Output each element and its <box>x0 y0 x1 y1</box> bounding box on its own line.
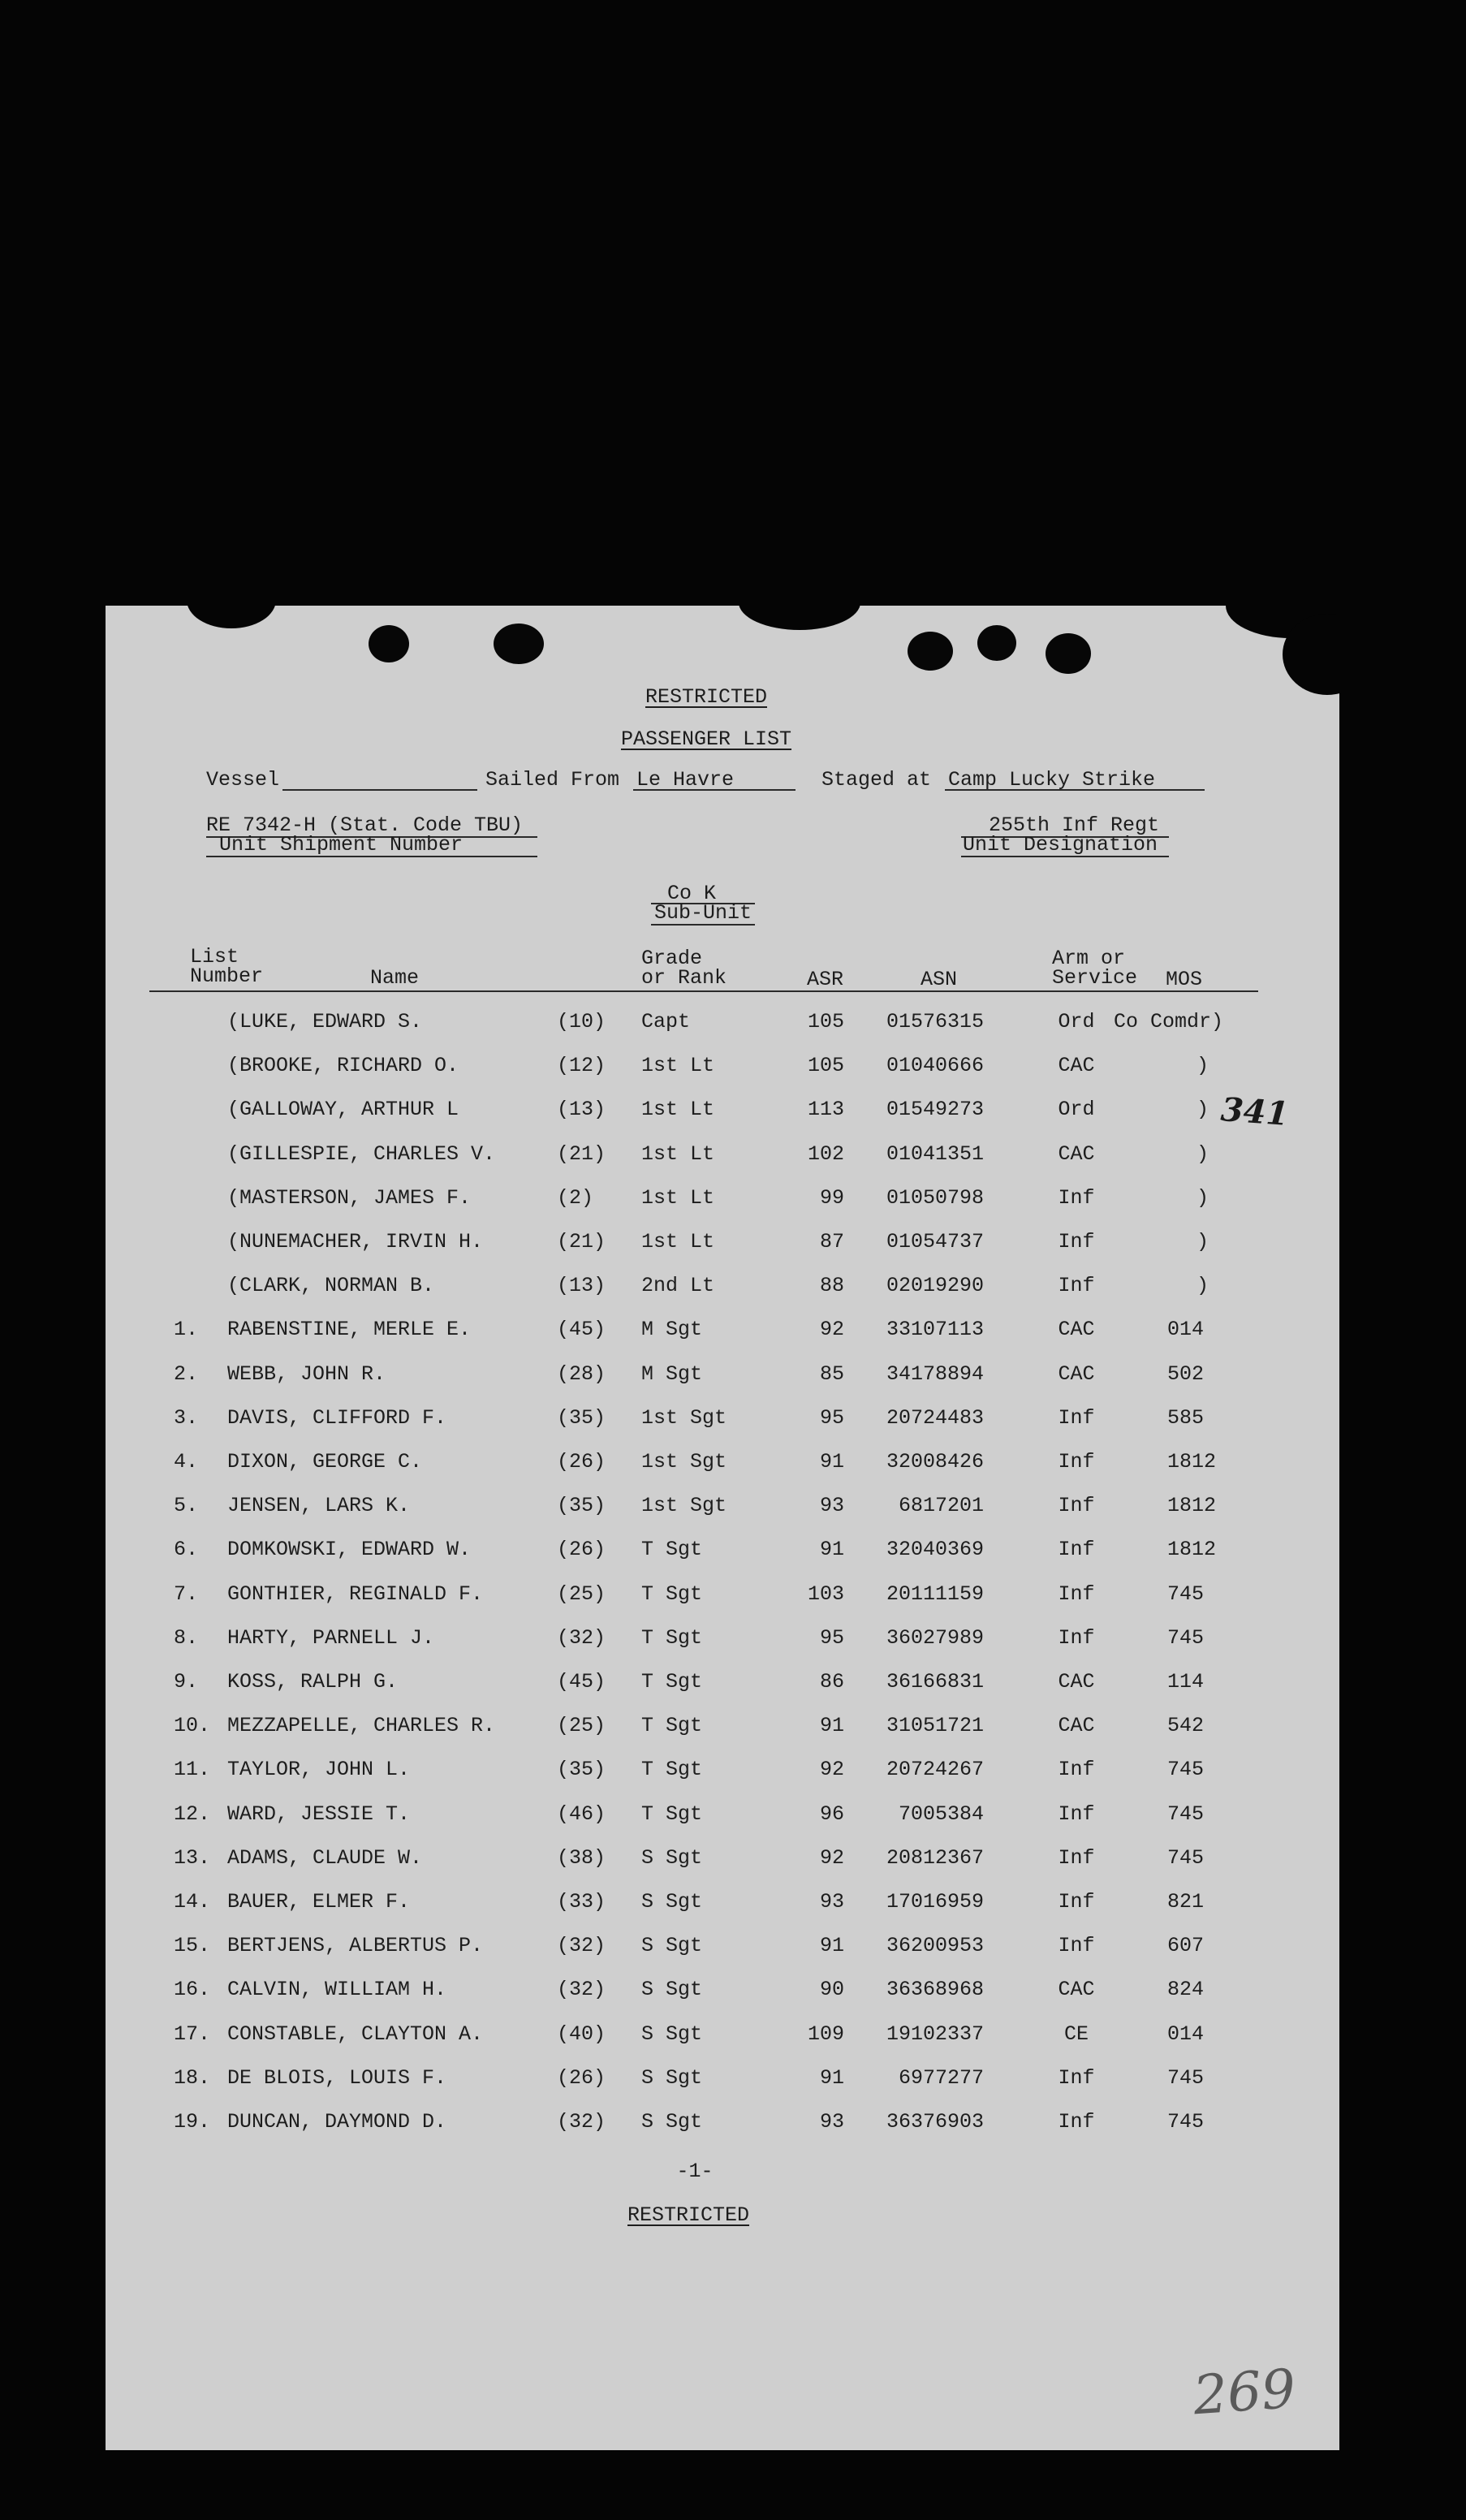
age-cell: (2) <box>557 1185 594 1210</box>
page-number: -1- <box>676 2160 714 2183</box>
grade-cell: T Sgt <box>641 1670 703 1694</box>
arm-service-cell: Inf <box>1058 1405 1095 1430</box>
column-arm-service: Service <box>1052 966 1138 990</box>
name-cell: KOSS, RALPH G. <box>227 1670 399 1694</box>
mos-cell: 114 <box>1167 1670 1205 1694</box>
name-cell: DOMKOWSKI, EDWARD W. <box>227 1538 472 1562</box>
sub-unit-value: Co K <box>666 882 717 905</box>
mos-cell: ) <box>1197 1185 1209 1210</box>
table-row <box>106 1096 1339 1128</box>
asn-cell: 36368968 <box>886 1978 984 2002</box>
grade-cell: 2nd Lt <box>641 1274 715 1298</box>
mos-cell: 745 <box>1167 1845 1205 1870</box>
grade-cell: T Sgt <box>641 1802 703 1826</box>
punch-hole <box>369 625 409 662</box>
arm-service-cell: Inf <box>1058 1538 1095 1562</box>
stamped-number: 341 <box>1219 1090 1291 1133</box>
arm-service-cell: Ord <box>1058 1098 1095 1122</box>
age-cell: (28) <box>557 1361 606 1386</box>
table-row <box>106 2021 1339 2053</box>
asr-cell: 91 <box>819 1450 844 1474</box>
mos-cell: Co Comdr) <box>1114 1010 1224 1033</box>
list-number-cell: 13. <box>174 1845 211 1870</box>
name-cell: WEBB, JOHN R. <box>227 1361 386 1386</box>
grade-cell: T Sgt <box>641 1625 703 1650</box>
torn-edge <box>739 606 860 630</box>
name-cell: TAYLOR, JOHN L. <box>227 1758 411 1782</box>
age-cell: (12) <box>557 1054 606 1078</box>
asn-cell: 6977277 <box>898 2065 984 2090</box>
age-cell: (26) <box>557 1538 606 1562</box>
mos-cell: 1812 <box>1167 1494 1217 1518</box>
list-number-cell: 6. <box>174 1538 199 1562</box>
age-cell: (26) <box>557 2065 606 2090</box>
grade-cell: Capt <box>641 1010 691 1033</box>
asr-cell: 91 <box>819 1538 844 1562</box>
grade-cell: 1st Sgt <box>641 1450 727 1474</box>
mos-cell: 502 <box>1167 1361 1205 1386</box>
vessel-blank <box>282 789 477 791</box>
unit-designation-value: 255th Inf Regt <box>989 813 1160 837</box>
mos-cell: 824 <box>1167 1978 1205 2002</box>
column-mos: MOS <box>1166 968 1203 991</box>
asr-cell: 92 <box>819 1318 844 1342</box>
asr-cell: 109 <box>807 2022 844 2046</box>
age-cell: (32) <box>557 2110 606 2134</box>
name-cell: (BROOKE, RICHARD O. <box>227 1054 459 1078</box>
table-row <box>106 1845 1339 1877</box>
arm-service-cell: Inf <box>1058 1625 1095 1650</box>
arm-service-cell: CAC <box>1058 1318 1095 1342</box>
list-number-cell: 16. <box>174 1978 211 2002</box>
table-row <box>106 1492 1339 1525</box>
sub-unit-caption-rule <box>651 924 755 926</box>
age-cell: (32) <box>557 1625 606 1650</box>
asn-cell: 34178894 <box>886 1361 984 1386</box>
asn-cell: 02019290 <box>886 1274 984 1298</box>
name-cell: (GALLOWAY, ARTHUR L <box>227 1098 459 1122</box>
document-title: PASSENGER LIST <box>620 727 792 751</box>
arm-service-cell: Inf <box>1058 1581 1095 1606</box>
mos-cell: 745 <box>1167 2110 1205 2134</box>
name-cell: BAUER, ELMER F. <box>227 1890 411 1914</box>
arm-service-cell: Inf <box>1058 1845 1095 1870</box>
grade-cell: S Sgt <box>641 2022 703 2046</box>
table-row <box>106 2108 1339 2141</box>
sailed-from-label: Sailed From <box>485 768 620 792</box>
mos-cell: ) <box>1197 1230 1209 1254</box>
column-name: Name <box>370 966 420 990</box>
mos-cell: ) <box>1197 1274 1209 1298</box>
table-row <box>106 1756 1339 1789</box>
list-number-cell: 18. <box>174 2065 211 2090</box>
mos-cell: 1812 <box>1167 1450 1217 1474</box>
arm-service-cell: CE <box>1063 2022 1089 2046</box>
age-cell: (35) <box>557 1758 606 1782</box>
arm-service-cell: Inf <box>1058 1802 1095 1826</box>
column-asr: ASR <box>807 968 844 991</box>
age-cell: (38) <box>557 1845 606 1870</box>
asr-cell: 105 <box>807 1010 844 1033</box>
asr-cell: 95 <box>819 1405 844 1430</box>
list-number-cell: 14. <box>174 1890 211 1914</box>
table-row <box>106 1228 1339 1261</box>
grade-cell: S Sgt <box>641 1934 703 1958</box>
table-row <box>106 1272 1339 1305</box>
asn-cell: 17016959 <box>886 1890 984 1914</box>
grade-cell: 1st Sgt <box>641 1405 727 1430</box>
asr-cell: 99 <box>819 1185 844 1210</box>
column-arm-service: Arm or <box>1052 947 1126 970</box>
age-cell: (35) <box>557 1405 606 1430</box>
asr-cell: 93 <box>819 2110 844 2134</box>
table-row <box>106 1184 1339 1217</box>
staged-at-value: Camp Lucky Strike <box>948 768 1156 792</box>
asn-cell: 36200953 <box>886 1934 984 1958</box>
table-row <box>106 1801 1339 1833</box>
asn-cell: 19102337 <box>886 2022 984 2046</box>
name-cell: (CLARK, NORMAN B. <box>227 1274 435 1298</box>
name-cell: MEZZAPELLE, CHARLES R. <box>227 1714 496 1738</box>
name-cell: JENSEN, LARS K. <box>227 1494 411 1518</box>
asr-cell: 88 <box>819 1274 844 1298</box>
asn-cell: 01050798 <box>886 1185 984 1210</box>
age-cell: (45) <box>557 1318 606 1342</box>
asr-cell: 86 <box>819 1670 844 1694</box>
asn-cell: 36376903 <box>886 2110 984 2134</box>
table-row <box>106 2065 1339 2097</box>
age-cell: (46) <box>557 1802 606 1826</box>
asr-cell: 91 <box>819 1934 844 1958</box>
list-number-cell: 15. <box>174 1934 211 1958</box>
table-row <box>106 1316 1339 1348</box>
asr-cell: 92 <box>819 1845 844 1870</box>
name-cell: (GILLESPIE, CHARLES V. <box>227 1141 496 1166</box>
arm-service-cell: CAC <box>1058 1361 1095 1386</box>
name-cell: DAVIS, CLIFFORD F. <box>227 1405 447 1430</box>
name-cell: DE BLOIS, LOUIS F. <box>227 2065 447 2090</box>
list-number-cell: 10. <box>174 1714 211 1738</box>
table-row <box>106 1536 1339 1569</box>
shipment-number-caption: Unit Shipment Number <box>219 833 464 857</box>
arm-service-cell: CAC <box>1058 1714 1095 1738</box>
list-number-cell: 5. <box>174 1494 199 1518</box>
asn-cell: 31051721 <box>886 1714 984 1738</box>
mos-cell: 745 <box>1167 1758 1205 1782</box>
age-cell: (21) <box>557 1230 606 1254</box>
column-grade: Grade <box>641 947 703 970</box>
mos-cell: 607 <box>1167 1934 1205 1958</box>
grade-cell: M Sgt <box>641 1318 703 1342</box>
asr-cell: 103 <box>807 1581 844 1606</box>
asr-cell: 90 <box>819 1978 844 2002</box>
name-cell: DUNCAN, DAYMOND D. <box>227 2110 447 2134</box>
asr-cell: 85 <box>819 1361 844 1386</box>
asn-cell: 32008426 <box>886 1450 984 1474</box>
asn-cell: 33107113 <box>886 1318 984 1342</box>
name-cell: (NUNEMACHER, IRVIN H. <box>227 1230 484 1254</box>
list-number-cell: 2. <box>174 1361 199 1386</box>
restricted-top: RESTRICTED <box>645 685 768 709</box>
arm-service-cell: Inf <box>1058 1185 1095 1210</box>
handwritten-number: 269 <box>1191 2357 1298 2427</box>
asn-cell: 01549273 <box>886 1098 984 1122</box>
age-cell: (40) <box>557 2022 606 2046</box>
asn-cell: 01054737 <box>886 1230 984 1254</box>
age-cell: (10) <box>557 1010 606 1033</box>
mos-cell: 1812 <box>1167 1538 1217 1562</box>
table-row <box>106 1668 1339 1701</box>
list-number-cell: 9. <box>174 1670 199 1694</box>
grade-cell: 1st Lt <box>641 1054 715 1078</box>
asn-cell: 36027989 <box>886 1625 984 1650</box>
table-row <box>106 1008 1339 1041</box>
table-row <box>106 1581 1339 1613</box>
grade-cell: S Sgt <box>641 2065 703 2090</box>
arm-service-cell: Inf <box>1058 1934 1095 1958</box>
asn-cell: 01576315 <box>886 1010 984 1033</box>
asr-cell: 93 <box>819 1890 844 1914</box>
punch-hole <box>1046 633 1091 674</box>
mos-cell: ) <box>1197 1054 1209 1078</box>
sailed-from-value: Le Havre <box>636 768 735 792</box>
arm-service-cell: Inf <box>1058 1890 1095 1914</box>
name-cell: ADAMS, CLAUDE W. <box>227 1845 423 1870</box>
asr-cell: 105 <box>807 1054 844 1078</box>
unit-designation-caption: Unit Designation <box>963 833 1158 857</box>
asr-cell: 102 <box>807 1141 844 1166</box>
table-row <box>106 1712 1339 1745</box>
list-number-cell: 12. <box>174 1802 211 1826</box>
asr-cell: 92 <box>819 1758 844 1782</box>
grade-cell: T Sgt <box>641 1758 703 1782</box>
asr-cell: 95 <box>819 1625 844 1650</box>
table-row <box>106 1405 1339 1437</box>
mos-cell: 745 <box>1167 1625 1205 1650</box>
arm-service-cell: Ord <box>1058 1010 1095 1033</box>
grade-cell: 1st Sgt <box>641 1494 727 1518</box>
arm-service-cell: CAC <box>1058 1670 1095 1694</box>
mos-cell: 014 <box>1167 1318 1205 1342</box>
shipment-caption-rule <box>206 856 537 857</box>
punch-hole <box>977 625 1016 661</box>
name-cell: DIXON, GEORGE C. <box>227 1450 423 1474</box>
name-cell: RABENSTINE, MERLE E. <box>227 1318 472 1342</box>
asn-cell: 01040666 <box>886 1054 984 1078</box>
mos-cell: 542 <box>1167 1714 1205 1738</box>
mos-cell: 745 <box>1167 1802 1205 1826</box>
asn-cell: 32040369 <box>886 1538 984 1562</box>
arm-service-cell: CAC <box>1058 1978 1095 2002</box>
name-cell: (MASTERSON, JAMES F. <box>227 1185 472 1210</box>
name-cell: (LUKE, EDWARD S. <box>227 1010 423 1033</box>
arm-service-cell: Inf <box>1058 2110 1095 2134</box>
age-cell: (45) <box>557 1670 606 1694</box>
table-row <box>106 1888 1339 1921</box>
unit-caption-rule <box>961 856 1169 857</box>
grade-cell: T Sgt <box>641 1538 703 1562</box>
asr-cell: 91 <box>819 2065 844 2090</box>
asn-cell: 7005384 <box>898 1802 984 1826</box>
mos-cell: ) <box>1197 1098 1209 1122</box>
asn-cell: 20812367 <box>886 1845 984 1870</box>
staged-at-label: Staged at <box>821 768 932 792</box>
document-page <box>106 606 1339 2450</box>
grade-cell: 1st Lt <box>641 1141 715 1166</box>
asn-cell: 20724483 <box>886 1405 984 1430</box>
asr-cell: 93 <box>819 1494 844 1518</box>
column-grade: or Rank <box>641 966 727 990</box>
grade-cell: 1st Lt <box>641 1185 715 1210</box>
grade-cell: T Sgt <box>641 1581 703 1606</box>
table-row <box>106 1448 1339 1481</box>
age-cell: (33) <box>557 1890 606 1914</box>
table-row <box>106 1625 1339 1657</box>
asr-cell: 113 <box>807 1098 844 1122</box>
name-cell: CONSTABLE, CLAYTON A. <box>227 2022 484 2046</box>
mos-cell: 014 <box>1167 2022 1205 2046</box>
punch-hole <box>908 632 953 671</box>
arm-service-cell: CAC <box>1058 1054 1095 1078</box>
list-number-cell: 8. <box>174 1625 199 1650</box>
grade-cell: S Sgt <box>641 1845 703 1870</box>
arm-service-cell: Inf <box>1058 1274 1095 1298</box>
asr-cell: 87 <box>819 1230 844 1254</box>
table-row <box>106 1976 1339 2009</box>
arm-service-cell: CAC <box>1058 1141 1095 1166</box>
age-cell: (25) <box>557 1581 606 1606</box>
table-row <box>106 1052 1339 1085</box>
vessel-label: Vessel <box>206 768 280 792</box>
table-row <box>106 1361 1339 1393</box>
age-cell: (32) <box>557 1978 606 2002</box>
mos-cell: 745 <box>1167 2065 1205 2090</box>
arm-service-cell: Inf <box>1058 1450 1095 1474</box>
age-cell: (35) <box>557 1494 606 1518</box>
asn-cell: 6817201 <box>898 1494 984 1518</box>
age-cell: (26) <box>557 1450 606 1474</box>
asr-cell: 96 <box>819 1802 844 1826</box>
header-rule <box>149 990 1258 992</box>
grade-cell: T Sgt <box>641 1714 703 1738</box>
name-cell: WARD, JESSIE T. <box>227 1802 411 1826</box>
arm-service-cell: Inf <box>1058 1758 1095 1782</box>
mos-cell: ) <box>1197 1141 1209 1166</box>
arm-service-cell: Inf <box>1058 2065 1095 2090</box>
grade-cell: 1st Lt <box>641 1230 715 1254</box>
grade-cell: S Sgt <box>641 1978 703 2002</box>
column-list-number: Number <box>190 964 264 988</box>
mos-cell: 585 <box>1167 1405 1205 1430</box>
arm-service-cell: Inf <box>1058 1230 1095 1254</box>
list-number-cell: 17. <box>174 2022 211 2046</box>
name-cell: GONTHIER, REGINALD F. <box>227 1581 484 1606</box>
name-cell: BERTJENS, ALBERTUS P. <box>227 1934 484 1958</box>
list-number-cell: 1. <box>174 1318 199 1342</box>
name-cell: CALVIN, WILLIAM H. <box>227 1978 447 2002</box>
sub-unit-caption: Sub-Unit <box>653 901 752 925</box>
list-number-cell: 19. <box>174 2110 211 2134</box>
punch-hole <box>494 624 544 664</box>
arm-service-cell: Inf <box>1058 1494 1095 1518</box>
column-list-number: List <box>190 945 239 969</box>
asr-cell: 91 <box>819 1714 844 1738</box>
age-cell: (21) <box>557 1141 606 1166</box>
grade-cell: S Sgt <box>641 2110 703 2134</box>
asn-cell: 01041351 <box>886 1141 984 1166</box>
list-number-cell: 4. <box>174 1450 199 1474</box>
shipment-number-value: RE 7342-H (Stat. Code TBU) <box>206 813 524 837</box>
grade-cell: S Sgt <box>641 1890 703 1914</box>
asn-cell: 36166831 <box>886 1670 984 1694</box>
mos-cell: 745 <box>1167 1581 1205 1606</box>
table-row <box>106 1932 1339 1965</box>
list-number-cell: 7. <box>174 1581 199 1606</box>
list-number-cell: 3. <box>174 1405 199 1430</box>
torn-edge <box>187 606 276 628</box>
mos-cell: 821 <box>1167 1890 1205 1914</box>
grade-cell: M Sgt <box>641 1361 703 1386</box>
age-cell: (13) <box>557 1274 606 1298</box>
grade-cell: 1st Lt <box>641 1098 715 1122</box>
table-row <box>106 1141 1339 1173</box>
name-cell: HARTY, PARNELL J. <box>227 1625 435 1650</box>
column-asn: ASN <box>921 968 958 991</box>
age-cell: (13) <box>557 1098 606 1122</box>
age-cell: (25) <box>557 1714 606 1738</box>
restricted-bottom: RESTRICTED <box>627 2203 750 2227</box>
age-cell: (32) <box>557 1934 606 1958</box>
list-number-cell: 11. <box>174 1758 211 1782</box>
asn-cell: 20724267 <box>886 1758 984 1782</box>
asn-cell: 20111159 <box>886 1581 984 1606</box>
